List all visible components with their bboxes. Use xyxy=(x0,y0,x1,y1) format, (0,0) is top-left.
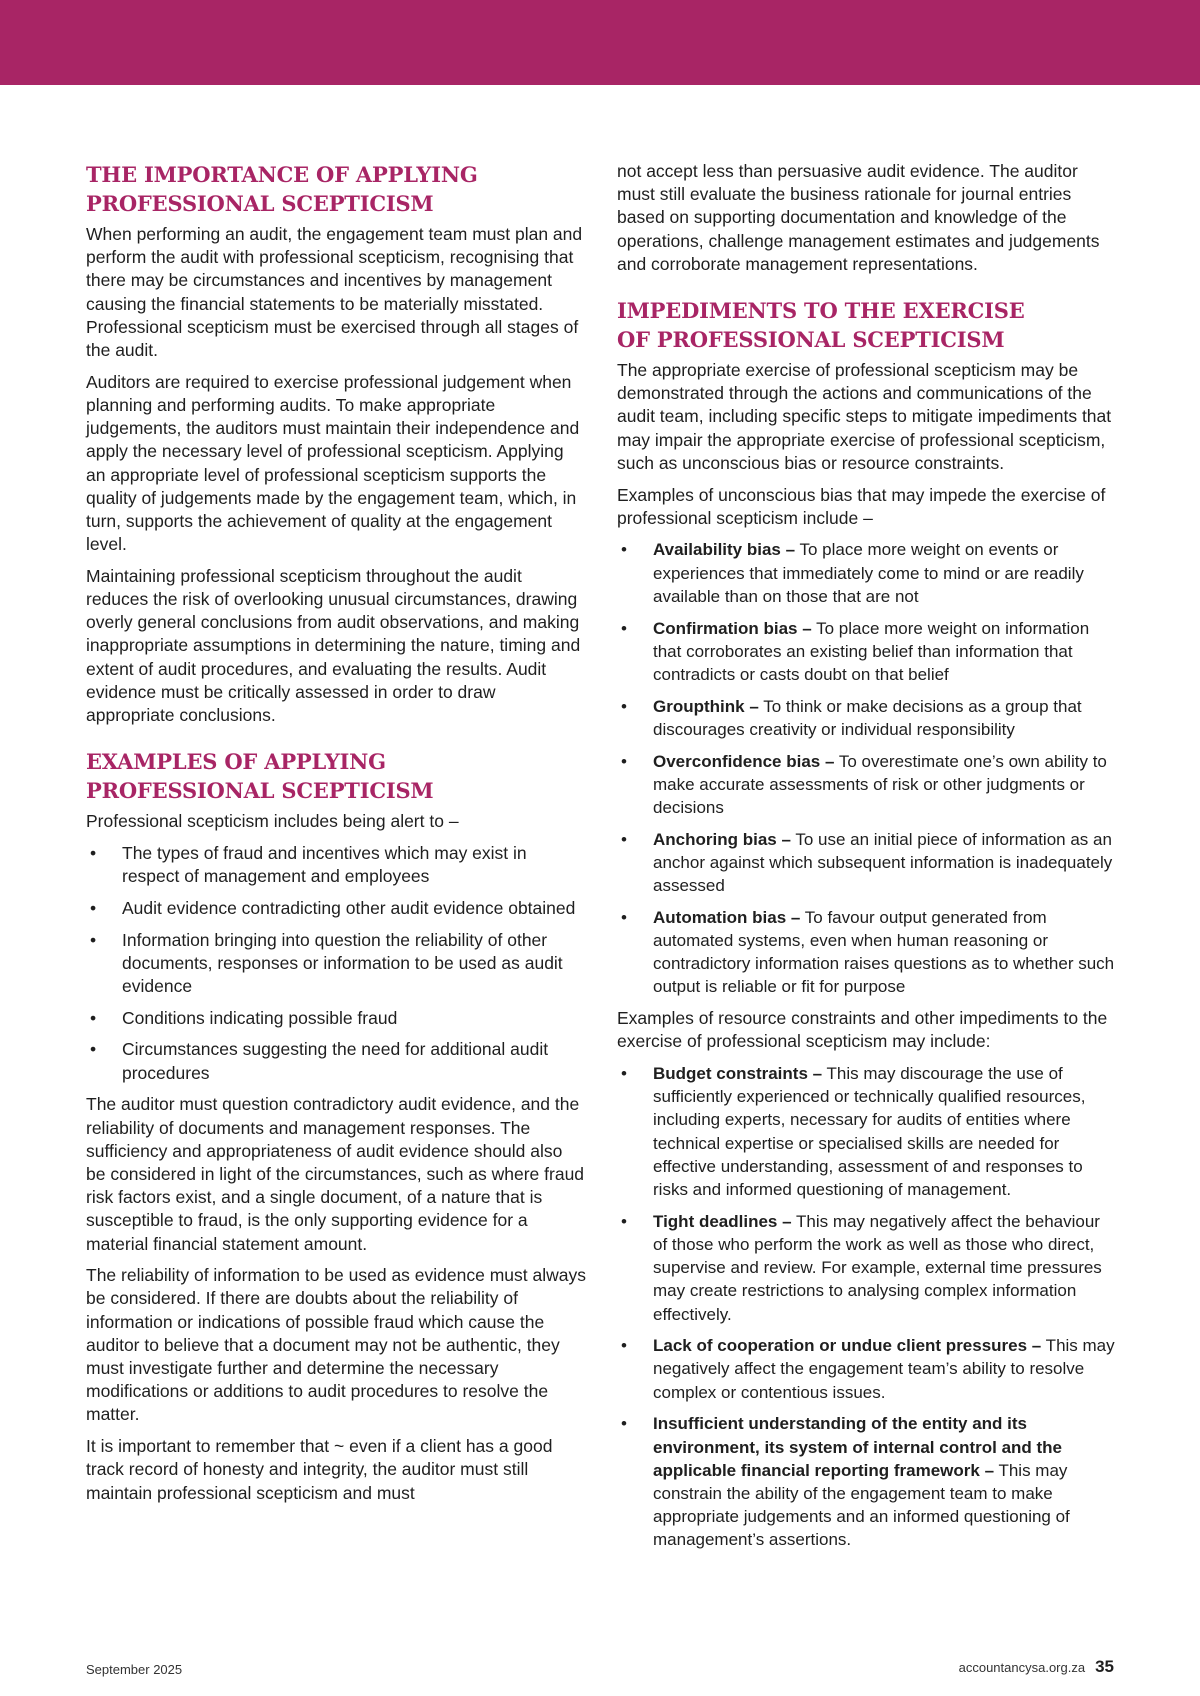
page-number: 35 xyxy=(1095,1657,1114,1676)
section-heading-importance: THE IMPORTANCE OF APPLYING PROFESSIONAL SCEPTICISM xyxy=(86,162,478,216)
paragraph: Auditors are required to exercise professional judgement when planning and performing audits. To make appropriate judgements, the auditors must maintain their independence and apply the necessary level of professional scepticism. Applying an appropriate level of professional scepticism supports the quality of judgements made by the engagement team, which, in turn, supports the achievement of quality at the engagement level. xyxy=(86,371,580,555)
constraint-term: Lack of cooperation or undue client pressures – xyxy=(653,1336,1042,1356)
constraint-text: This may constrain the ability of the engagement team to make appropriate judgements and an informed questioning of management’s assertions. xyxy=(653,1460,1070,1550)
bias-text: To favour output generated from automated systems, even when human reasoning or contradictory information raises questions as to whether such output is reliable or fit for purpose xyxy=(653,907,1115,997)
list-item xyxy=(617,828,1117,898)
alert-list xyxy=(86,842,586,1085)
constraint-text: This may negatively affect the engagement team’s ability to resolve complex or contentious issues. xyxy=(653,1336,1115,1402)
header-band xyxy=(0,0,1200,85)
constraint-term: Tight deadlines – xyxy=(653,1211,792,1231)
paragraph: The reliability of information to be used as evidence must always be considered. If there are doubts about the reliability of information or indications of possible fraud which cause the auditor to believe that a document may not be authentic, they must investigate further and determine the necessary modifications or additions to audit procedures to resolve the matter. xyxy=(86,1265,586,1425)
list-item xyxy=(617,617,1117,687)
list-item xyxy=(617,906,1117,999)
paragraph: It is important to remember that ~ even if a client has a good track record of honesty and integrity, the auditor must still maintain professional scepticism and must xyxy=(86,1436,553,1503)
left-column xyxy=(86,160,586,1513)
paragraph: Examples of unconscious bias that may impede the exercise of professional scepticism include – xyxy=(617,484,1106,528)
bias-text: To think or make decisions as a group that discourages creativity or individual responsibility xyxy=(653,696,1082,739)
paragraph: When performing an audit, the engagement team must plan and perform the audit with professional scepticism, recognising that there may be circumstances and incentives by management causing the financial statements to be materially misstated. Professional scepticism must be exercised through all stages of the audit. xyxy=(86,224,583,361)
footer-site-and-page xyxy=(959,1657,1114,1677)
bias-text: To use an initial piece of information as an anchor against which subsequent information is inadequately assessed xyxy=(653,829,1113,896)
bias-text: To overestimate one’s own ability to make accurate assessments of risk or other judgments or decisions xyxy=(653,751,1107,817)
bias-term: Confirmation bias – xyxy=(653,618,812,638)
list-item xyxy=(617,1412,1117,1551)
constraint-term: Budget constraints – xyxy=(653,1064,823,1083)
list-item xyxy=(617,1334,1117,1404)
paragraph: The appropriate exercise of professional scepticism may be demonstrated through the actions and communications of the audit team, including specific steps to mitigate impediments that may impair the appropriate exercise of professional scepticism, such as unconscious bias or resource constraints. xyxy=(617,360,1112,473)
list-item: • Information bringing into question the reliability of other documents, responses or information to be used as audit evidence xyxy=(86,929,586,999)
footer-date: September 2025 xyxy=(86,1662,183,1677)
bias-list xyxy=(617,538,1117,998)
footer-site: accountancysa.org.za xyxy=(958,1660,1086,1675)
section-heading-examples: EXAMPLES OF APPLYING PROFESSIONAL SCEPTICISM xyxy=(86,749,434,804)
list-item xyxy=(617,1062,1117,1201)
bias-text: To place more weight on events or experiences that immediately come to mind or are readily available than on those that are not xyxy=(653,540,1084,606)
section-heading-impediments: IMPEDIMENTS TO THE EXERCISE OF PROFESSIONAL SCEPTICISM xyxy=(617,298,1025,353)
paragraph: not accept less than persuasive audit evidence. The auditor must still evaluate the business rationale for journal entries based on supporting documentation and knowledge of the operations, challenge management estimates and judgements and corroborate management representations. xyxy=(617,161,1100,274)
right-column xyxy=(617,160,1117,1560)
constraint-text: This may discourage the use of sufficiently experienced or technically qualified resources, including experts, necessary for audits of entities where technical expertise or specialised skills are needed for effective understanding, assessment of and responses to risks and informed questioning of management. xyxy=(653,1064,1086,1200)
list-item xyxy=(617,695,1117,741)
bias-term: Automation bias – xyxy=(653,907,801,927)
paragraph: Maintaining professional scepticism throughout the audit reduces the risk of overlooking unusual circumstances, drawing overly general conclusions from audit observations, and making inappropriate assumptions in determining the nature, timing and extent of audit procedures, and evaluating the results. Audit evidence must be critically assessed in order to draw appropriate conclusions. xyxy=(86,565,581,726)
list-item: • Audit evidence contradicting other audit evidence obtained xyxy=(86,897,586,920)
list-item: • Circumstances suggesting the need for additional audit procedures xyxy=(86,1038,586,1084)
constraint-term: Insufficient understanding of the entity and its environment, its system of internal control and the applicable financial reporting framework – xyxy=(653,1414,1063,1480)
list-item: • The types of fraud and incentives which may exist in respect of management and employees xyxy=(86,842,586,888)
list-item xyxy=(617,538,1117,608)
constraint-text: This may negatively affect the behaviour of those who perform the work as well as those who direct, supervise and review. For example, external time pressures may create restrictions to analysing complex information effectively. xyxy=(653,1211,1102,1324)
bias-term: Groupthink – xyxy=(653,696,759,716)
paragraph: Examples of resource constraints and other impediments to the exercise of professional scepticism may include: xyxy=(617,1008,1108,1052)
paragraph: Professional scepticism includes being alert to – xyxy=(86,811,459,832)
bias-term: Anchoring bias – xyxy=(653,829,791,849)
bias-term: Availability bias – xyxy=(653,540,796,560)
bias-text: To place more weight on information that corroborates an existing belief than information that contradicts or casts doubt on that belief xyxy=(653,618,1090,684)
list-item xyxy=(617,750,1117,820)
list-item xyxy=(617,1210,1117,1326)
list-item: • Conditions indicating possible fraud xyxy=(86,1007,586,1030)
bias-term: Overconfidence bias – xyxy=(653,751,835,771)
constraints-list xyxy=(617,1062,1117,1552)
paragraph: The auditor must question contradictory audit evidence, and the reliability of documents and management responses. The sufficiency and appropriateness of audit evidence should also be considered in light of the circumstances, such as where fraud risk factors exist, and a single document, of a nature that is susceptible to fraud, is the only supporting evidence for a material financial statement amount. xyxy=(86,1094,585,1254)
